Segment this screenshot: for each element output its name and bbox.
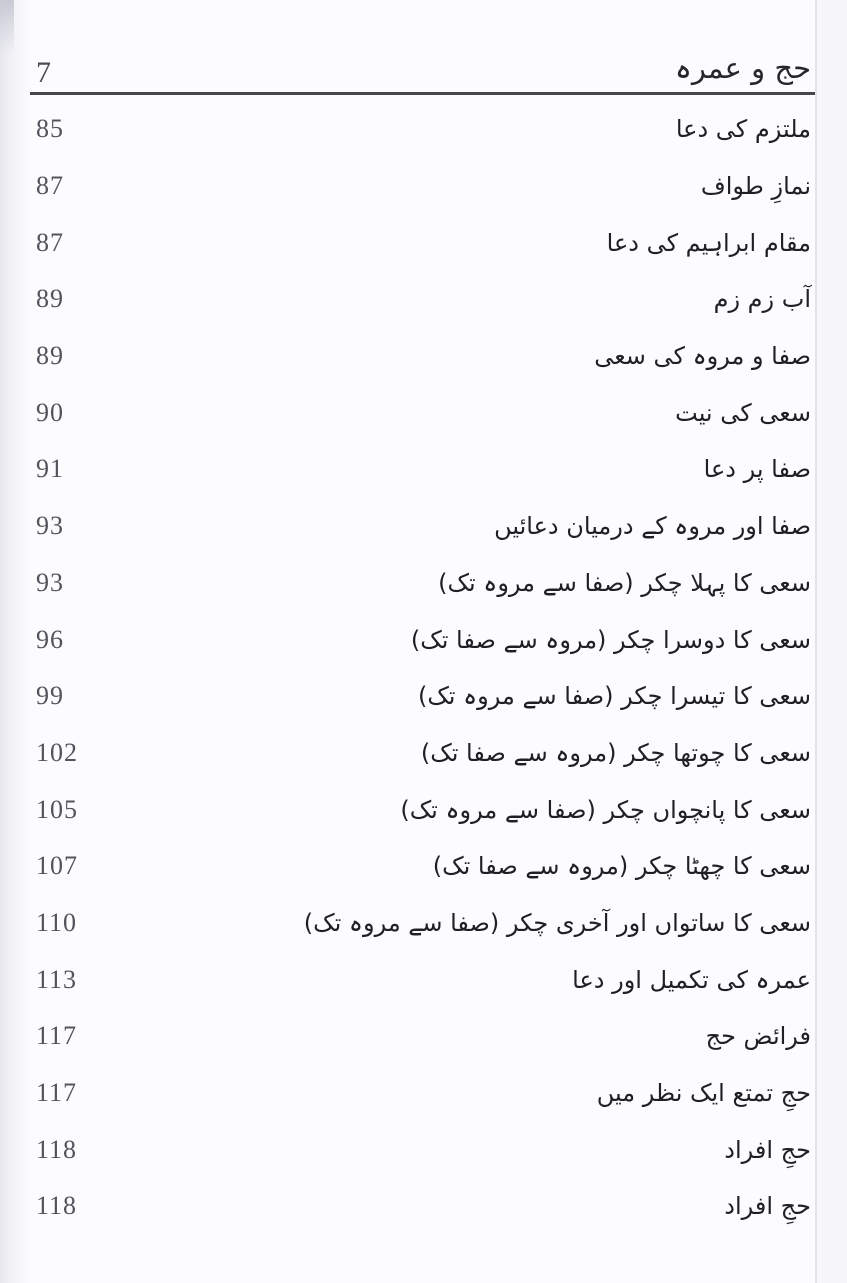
toc-page-number: 99 <box>36 681 64 711</box>
scan-gutter-shadow <box>0 0 30 1283</box>
toc-row <box>30 441 815 498</box>
toc-entry-title: حجِ افراد <box>724 1135 811 1164</box>
toc-page-number: 93 <box>36 511 64 541</box>
toc-entry-title: سعی کا چوتھا چکر (مروہ سے صفا تک) <box>420 738 811 767</box>
toc-entry-title: سعی کا دوسرا چکر (مروہ سے صفا تک) <box>410 625 811 654</box>
toc-entry-title: صفا و مروہ کی سعی <box>594 342 811 371</box>
toc-page-number: 87 <box>36 171 64 201</box>
toc-entry-title: آب زم زم <box>713 285 811 314</box>
toc-row <box>30 555 815 612</box>
toc-row <box>30 1178 815 1235</box>
toc-entry-title: عمرہ کی تکمیل اور دعا <box>572 965 811 994</box>
header-page-number: 7 <box>36 56 51 89</box>
toc-entry-title: سعی کا پہلا چکر (صفا سے مروہ تک) <box>438 568 811 597</box>
toc-entry-title: صفا پر دعا <box>703 455 811 484</box>
toc-entry-title: حجِ تمتع ایک نظر میں <box>596 1079 811 1108</box>
toc-row <box>30 1008 815 1065</box>
scan-right-margin <box>817 0 847 1283</box>
toc-page-number: 105 <box>36 794 78 824</box>
toc-entry-title: نمازِ طواف <box>700 172 811 201</box>
toc-entry-title: سعی کا ساتواں اور آخری چکر (صفا سے مروہ تک) <box>303 908 811 937</box>
toc-entry-title: حجِ افراد <box>724 1192 811 1221</box>
toc-page-number: 89 <box>36 341 64 371</box>
toc-page-number: 90 <box>36 397 64 427</box>
toc-row <box>30 895 815 952</box>
toc-row <box>30 498 815 555</box>
toc-page-number: 118 <box>36 1191 78 1221</box>
toc-page-number: 91 <box>36 454 64 484</box>
toc-row <box>30 725 815 782</box>
toc-row <box>30 1065 815 1122</box>
toc-row <box>30 271 815 328</box>
toc-entry-title: ملتزم کی دعا <box>675 115 811 144</box>
toc-entry-title: فرائض حج <box>705 1022 811 1051</box>
toc-page-number: 117 <box>36 1078 78 1108</box>
toc-page-number: 113 <box>36 964 78 994</box>
toc-row <box>30 328 815 385</box>
toc-row <box>30 214 815 271</box>
toc-entry-title: سعی کا تیسرا چکر (صفا سے مروہ تک) <box>417 682 811 711</box>
toc-page-number: 93 <box>36 567 64 597</box>
toc-page-number: 117 <box>36 1021 78 1051</box>
toc-page-number: 89 <box>36 284 64 314</box>
toc-list <box>30 95 815 1235</box>
scan-corner-smudge <box>0 0 14 60</box>
toc-row <box>30 158 815 215</box>
toc-entry-title: سعی کی نیت <box>675 398 811 427</box>
toc-page-number: 85 <box>36 114 64 144</box>
page-edge-line <box>815 0 817 1283</box>
toc-row <box>30 384 815 441</box>
toc-entry-title: صفا اور مروہ کے درمیان دعائیں <box>494 512 811 541</box>
header-book-title: حج و عمرہ <box>674 51 811 86</box>
toc-row <box>30 781 815 838</box>
toc-row <box>30 611 815 668</box>
toc-entry-title: سعی کا پانچواں چکر (صفا سے مروہ تک) <box>400 795 811 824</box>
toc-row <box>30 838 815 895</box>
toc-page-number: 87 <box>36 227 64 257</box>
toc-page-number: 96 <box>36 624 64 654</box>
toc-entry-title: مقام ابراہیم کی دعا <box>606 228 811 257</box>
toc-page-number: 107 <box>36 851 78 881</box>
toc-row <box>30 951 815 1008</box>
page-header <box>30 0 815 92</box>
toc-page-number: 118 <box>36 1134 78 1164</box>
page-content <box>30 0 815 1283</box>
toc-row <box>30 101 815 158</box>
toc-row <box>30 1121 815 1178</box>
toc-row <box>30 668 815 725</box>
toc-entry-title: سعی کا چھٹا چکر (مروہ سے صفا تک) <box>432 852 811 881</box>
toc-page-number: 110 <box>36 907 78 937</box>
toc-page-number: 102 <box>36 737 78 767</box>
